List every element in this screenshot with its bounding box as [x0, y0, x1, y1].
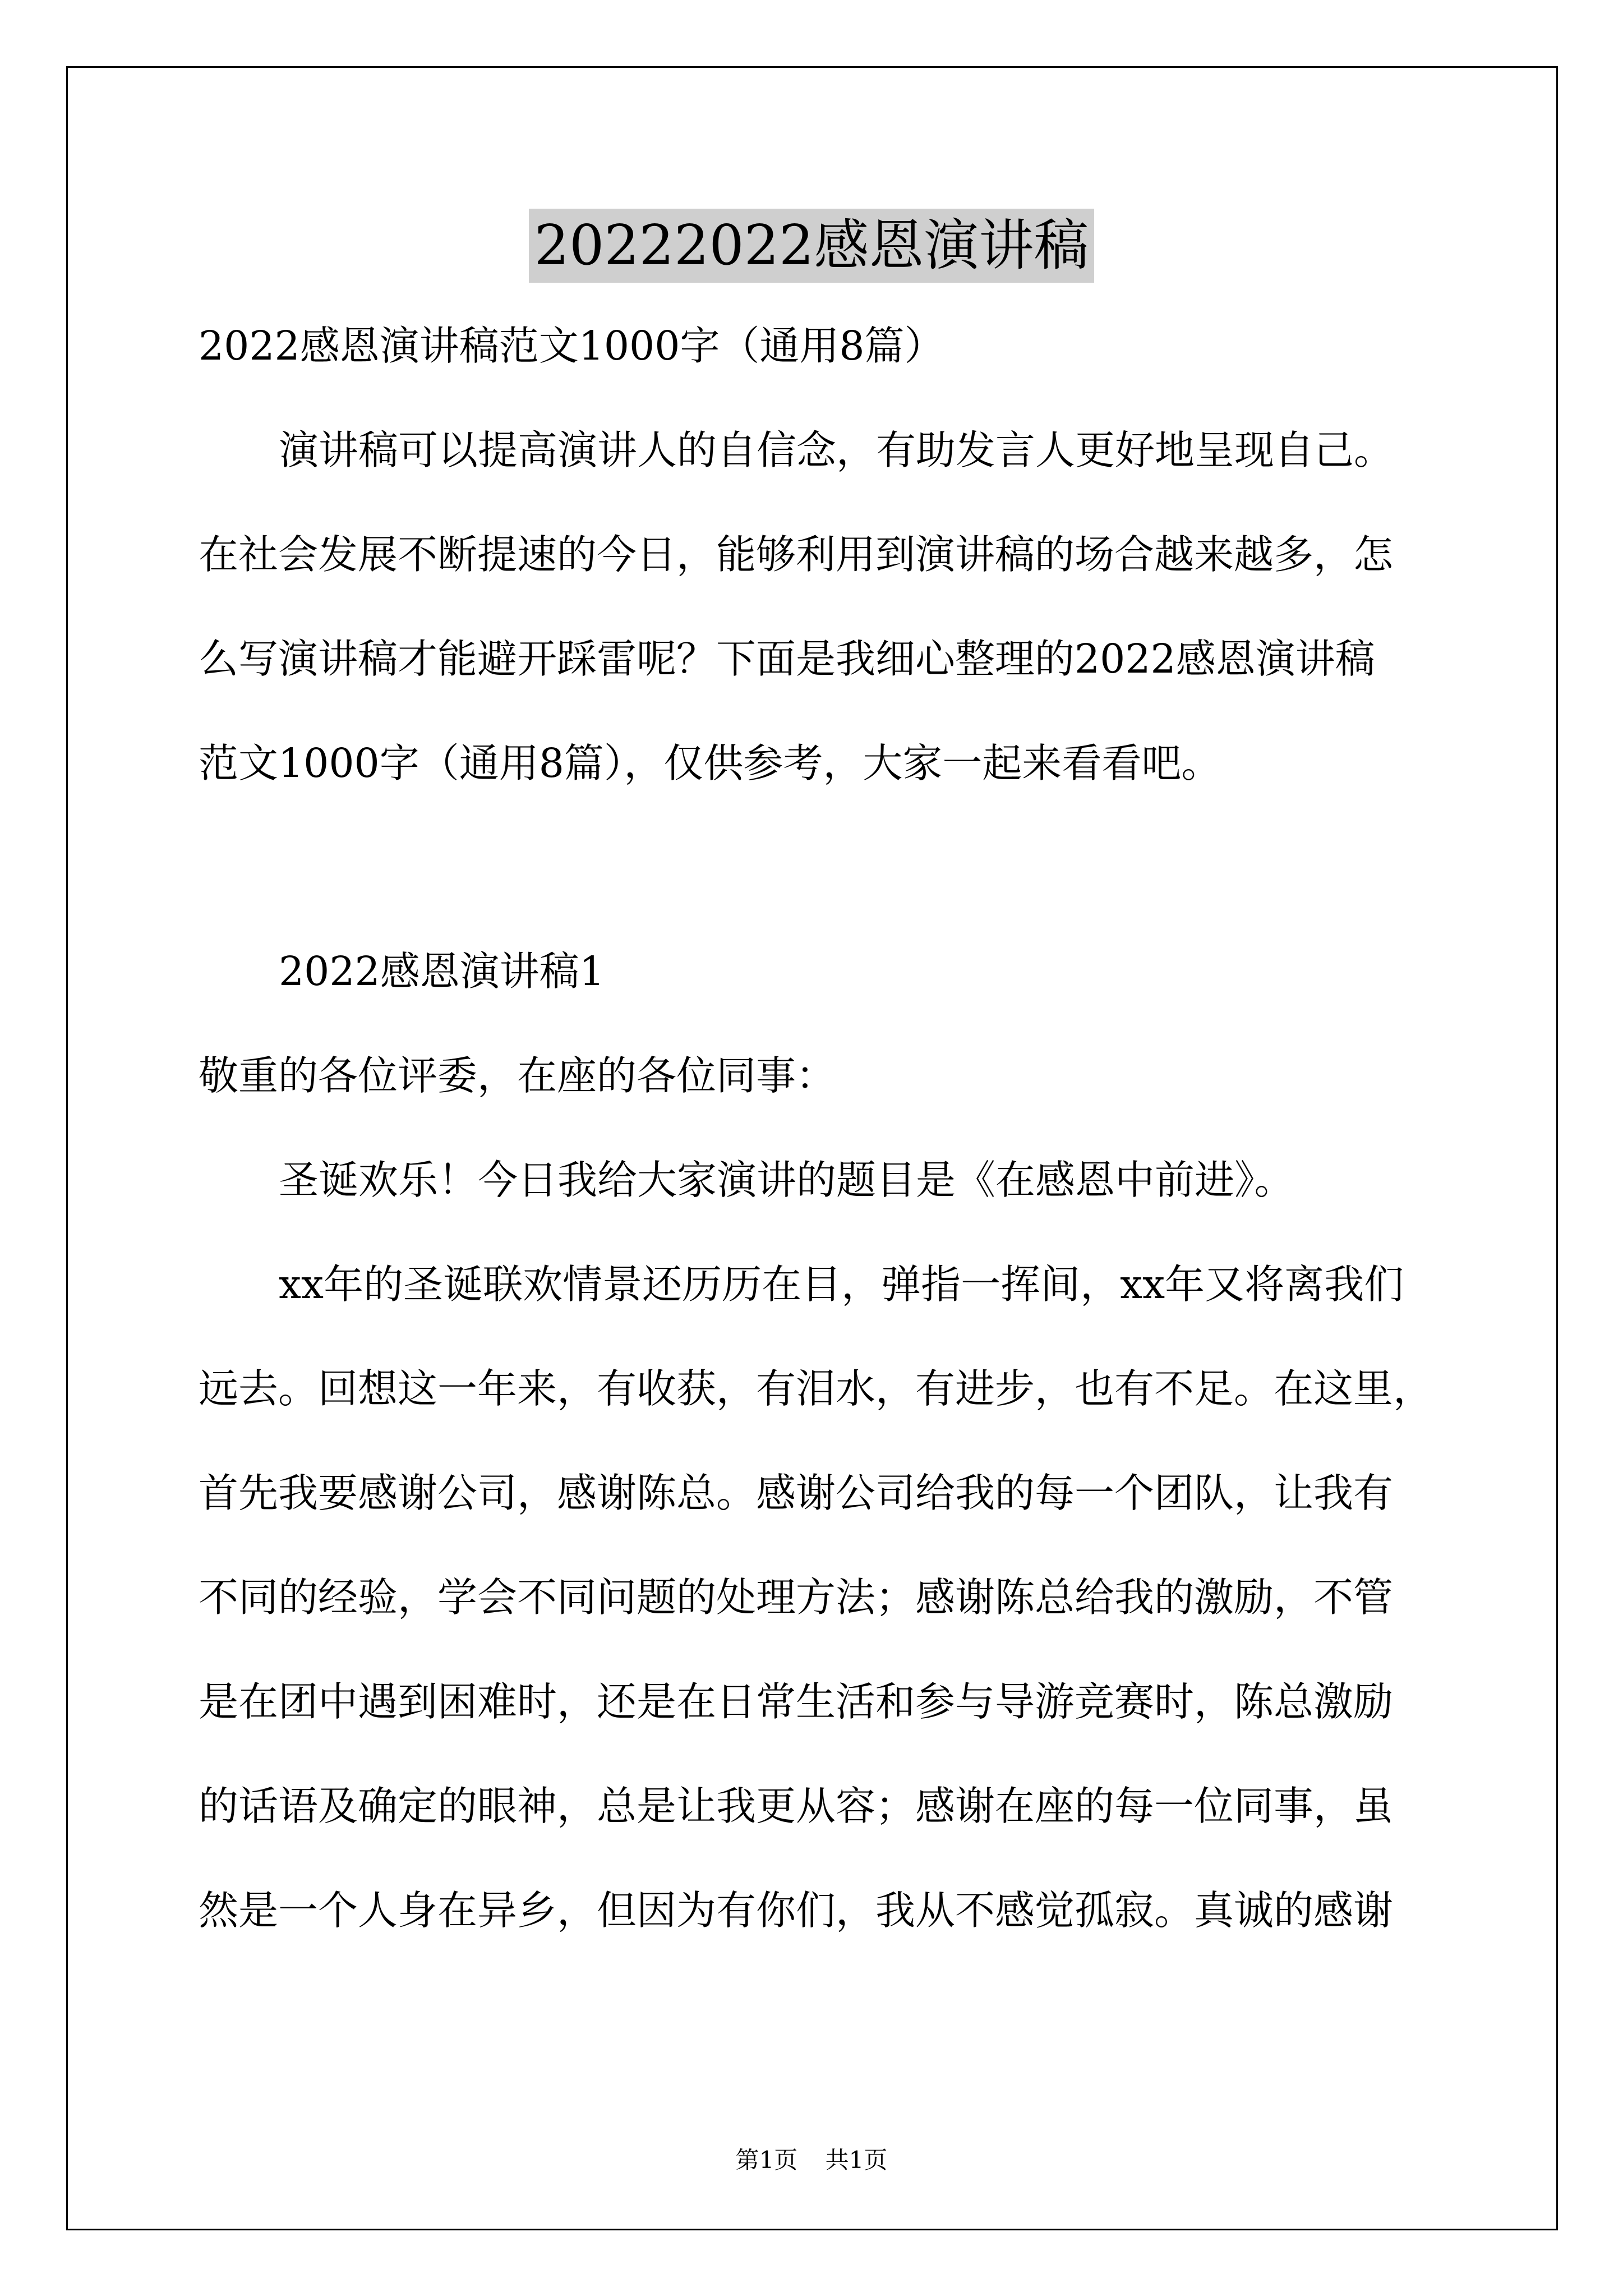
intro-line-4: 范文1000字（通用8篇），仅供参考，大家一起来看看吧。	[199, 740, 1221, 786]
paragraph-line: 圣诞欢乐！今日我给大家演讲的题目是《在感恩中前进》。	[279, 1157, 1294, 1203]
page-number: 第1页	[735, 2146, 798, 2174]
intro-line-1: 演讲稿可以提高演讲人的自信念，有助发言人更好地呈现自己。	[279, 427, 1394, 473]
body-line-2: 远去。回想这一年来，有收获，有泪水，有进步，也有不足。在这里，	[199, 1365, 1433, 1412]
page-footer	[0, 2142, 1623, 2175]
title-container	[0, 209, 1623, 283]
body-line-5: 是在团中遇到困难时，还是在日常生活和参与导游竞赛时，陈总激励	[199, 1678, 1394, 1725]
intro-line-2: 在社会发展不断提速的今日，能够利用到演讲稿的场合越来越多，怎	[199, 531, 1394, 578]
body-line-1: xx年的圣诞联欢情景还历历在目，弹指一挥间，xx年又将离我们	[279, 1261, 1404, 1308]
body-line-7: 然是一个人身在异乡，但因为有你们，我从不感觉孤寂。真诚的感谢	[199, 1887, 1394, 1934]
body-line-6: 的话语及确定的眼神，总是让我更从容；感谢在座的每一位同事，虽	[199, 1783, 1394, 1829]
document-subtitle: 2022感恩演讲稿范文1000字（通用8篇）	[199, 323, 944, 369]
section-heading: 2022感恩演讲稿1	[279, 948, 605, 995]
intro-line-3: 么写演讲稿才能避开踩雷呢？下面是我细心整理的2022感恩演讲稿	[199, 636, 1375, 682]
document-title: 20222022感恩演讲稿	[529, 209, 1095, 283]
page-total: 共1页	[825, 2146, 888, 2174]
body-line-4: 不同的经验，学会不同问题的处理方法；感谢陈总给我的激励，不管	[199, 1574, 1394, 1621]
salutation: 敬重的各位评委，在座的各位同事：	[199, 1052, 836, 1099]
body-line-3: 首先我要感谢公司，感谢陈总。感谢公司给我的每一个团队，让我有	[199, 1470, 1394, 1516]
